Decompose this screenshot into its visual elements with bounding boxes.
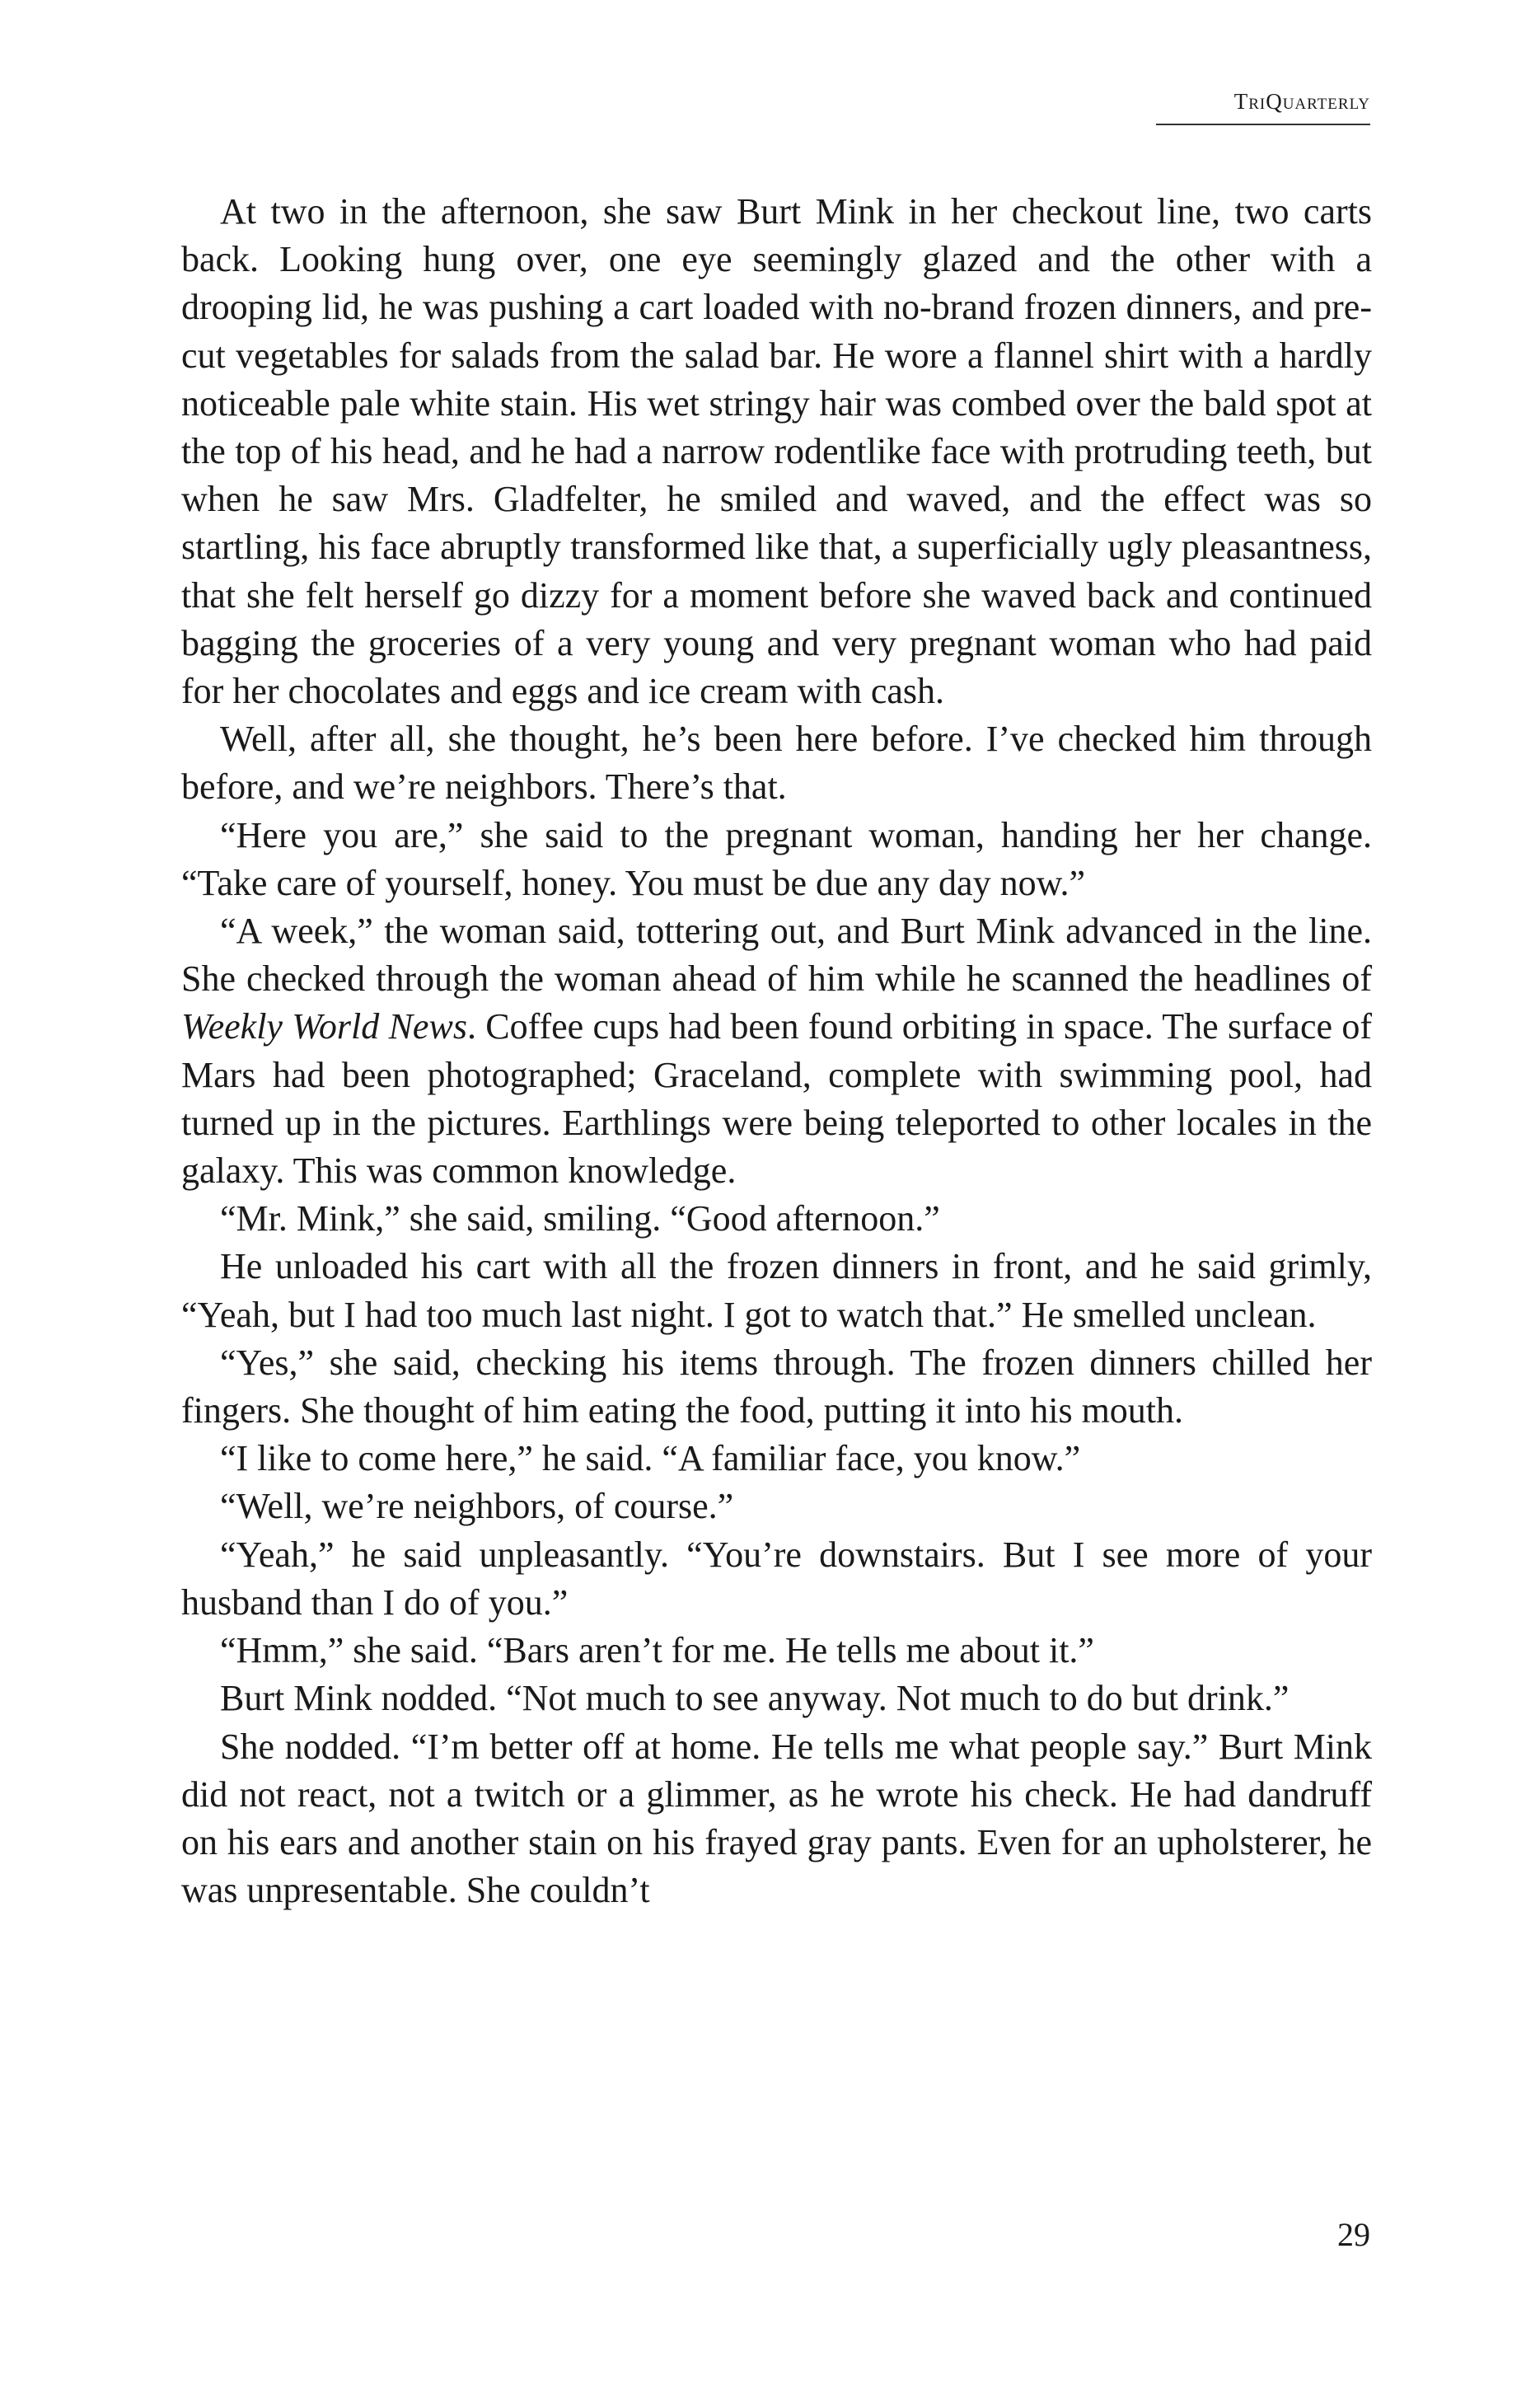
paragraph-13: She nodded. “I’m better off at home. He tells me what people say.” Burt Mink did not react, not a twitch or a glimmer, as he wrote his check. He had dandruff on his ears and another stain on his frayed gray pants. Even for an upholsterer, he was unpresentable. She couldn’t (181, 1726, 1372, 1911)
paragraph-10: “Yeah,” he said unpleasantly. “You’re downstairs. But I see more of your husband than I do of you.” (181, 1534, 1372, 1623)
paragraph-7: “Yes,” she said, checking his items through. The frozen dinners chilled her fingers. She thought of him eating the food, putting it into his mouth. (181, 1342, 1372, 1431)
paragraph-4-text-before: “A week,” the woman said, tottering out, and Burt Mink advanced in the line. She checked through the woman ahead of him while he scanned the headlines of (181, 911, 1372, 1000)
body-text (181, 188, 1372, 1914)
paragraph-6: He unloaded his cart with all the frozen dinners in front, and he said grimly, “Yeah, but I had too much last night. I got to watch that.” He smelled unclean. (181, 1246, 1372, 1335)
paragraph-1: At two in the afternoon, she saw Burt Mink in her checkout line, two carts back. Looking hung over, one eye seemingly glazed and the other with a drooping lid, he was pushing a cart loaded with no-brand frozen dinners, and pre-cut vegetables for salads from the salad bar. He wore a flannel shirt with a hardly noticeable pale white stain. His wet stringy hair was combed over the bald spot at the top of his head, and he had a narrow rodentlike face with protruding teeth, but when he saw Mrs. Gladfelter, he smiled and waved, and the effect was so startling, his face abruptly transformed like that, a superficially ugly pleasantness, that she felt herself go dizzy for a moment before she waved back and continued bagging the groceries of a very young and very pregnant woman who had paid for her chocolates and eggs and ice cream with cash. (181, 191, 1372, 712)
paragraph-2: Well, after all, she thought, he’s been here before. I’ve checked him through before, and we’re neighbors. There’s that. (181, 719, 1372, 808)
paragraph-3: “Here you are,” she said to the pregnant woman, handing her her change. “Take care of yourself, honey. You must be due any day now.” (181, 814, 1372, 903)
paragraph-12: Burt Mink nodded. “Not much to see anyway. Not much to do but drink.” (220, 1678, 1290, 1719)
running-title: TriQuarterly (1233, 89, 1370, 114)
paragraph-5: “Mr. Mink,” she said, smiling. “Good afternoon.” (220, 1198, 940, 1239)
paragraph-4 (181, 907, 1372, 1195)
publication-title: Weekly World News (181, 1006, 467, 1047)
paragraph-8: “I like to come here,” he said. “A familiar face, you know.” (220, 1438, 1081, 1479)
page-number: 29 (1337, 2216, 1370, 2253)
paragraph-9: “Well, we’re neighbors, of course.” (220, 1486, 734, 1527)
paragraph-11: “Hmm,” she said. “Bars aren’t for me. He tells me about it.” (220, 1630, 1094, 1671)
paragraph-4-text-after: . Coffee cups had been found orbiting in space. The surface of Mars had been photographed; Graceland, complete with swimming pool, had turned up in the pictures. Earthlings were being teleported to other locales in the galaxy. This was common knowledge. (181, 1006, 1372, 1192)
header-rule (1156, 124, 1370, 125)
